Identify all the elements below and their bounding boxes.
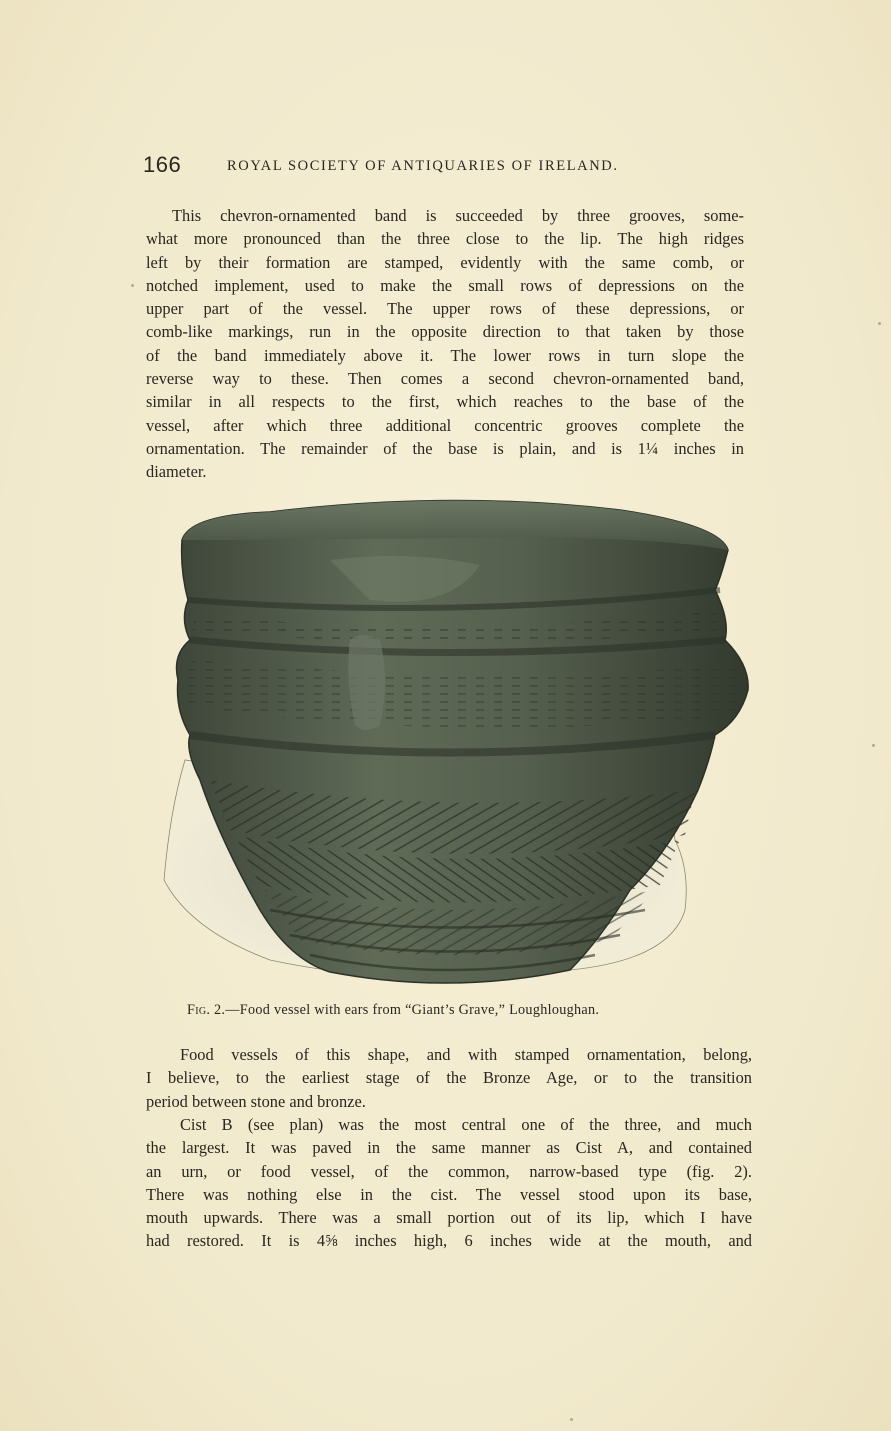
figure-caption <box>187 1002 727 1019</box>
text-line: of the band immediately above it. The lower rows in turn slope the <box>146 345 744 365</box>
paper-speck <box>872 744 875 747</box>
text-line: what more pronounced than the three close to the lip. The high ridges <box>146 229 744 249</box>
caption-text: —Food vessel with ears from “Giant’s Grave,” Loughloughan. <box>225 1002 600 1018</box>
text-line: upper part of the vessel. The upper rows of these depressions, or <box>146 299 744 319</box>
text-line: notched implement, used to make the small rows of depressions on the <box>146 275 744 295</box>
paragraph-3 <box>146 1113 752 1253</box>
text-line: I believe, to the earliest stage of the Bronze Age, or to the transition <box>146 1068 752 1088</box>
paragraph-2 <box>146 1043 752 1113</box>
page-header <box>143 152 743 182</box>
text-line: ornamentation. The remainder of the base is plain, and is 1¼ inches in <box>146 438 744 458</box>
text-line: This chevron-ornamented band is succeeded by three grooves, some- <box>172 206 744 225</box>
text-line: There was nothing else in the cist. The vessel stood upon its base, <box>146 1184 752 1204</box>
text-line: period between stone and bronze. <box>146 1091 366 1111</box>
paper-speck <box>878 322 881 325</box>
text-line: reverse way to these. Then comes a second chevron-ornamented band, <box>146 369 744 389</box>
page-number: 166 <box>143 152 182 177</box>
paper-speck <box>131 284 134 287</box>
text-line: comb-like markings, run in the opposite direction to that taken by those <box>146 322 744 342</box>
text-line: an urn, or food vessel, of the common, narrow-based type (fig. 2). <box>146 1161 752 1181</box>
text-line: Cist B (see plan) was the most central one of the three, and much <box>180 1115 752 1134</box>
running-head: ROYAL SOCIETY OF ANTIQUARIES OF IRELAND. <box>227 158 619 174</box>
paper-speck <box>570 1418 573 1421</box>
text-line: had restored. It is 4⅝ inches high, 6 inches wide at the mouth, and <box>146 1231 752 1251</box>
text-line: the largest. It was paved in the same manner as Cist A, and contained <box>146 1138 752 1158</box>
text-line: vessel, after which three additional concentric grooves complete the <box>146 415 744 435</box>
food-vessel-photograph <box>150 490 760 1000</box>
text-line: left by their formation are stamped, evidently with the same comb, or <box>146 252 744 272</box>
text-line: similar in all respects to the first, which reaches to the base of the <box>146 392 744 412</box>
text-line: mouth upwards. There was a small portion out of its lip, which I have <box>146 1208 752 1228</box>
paragraph-1 <box>146 204 744 484</box>
text-line: Food vessels of this shape, and with stamped ornamentation, belong, <box>180 1045 752 1064</box>
figure-label: Fig. 2. <box>187 1002 226 1018</box>
text-line: diameter. <box>146 462 207 482</box>
